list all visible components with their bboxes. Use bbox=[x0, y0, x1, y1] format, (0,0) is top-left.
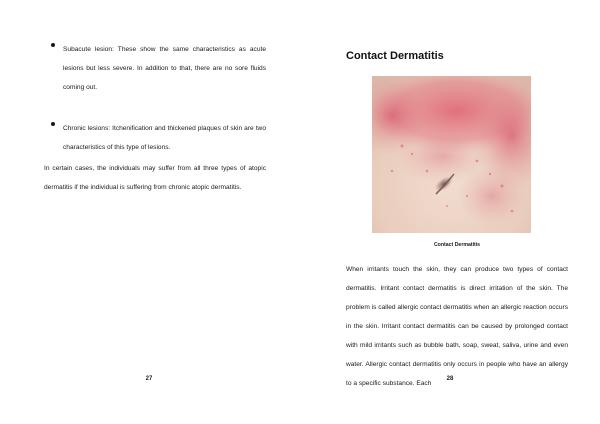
bullet-text-chronic: Chronic lesions: Itchenification and thickened plaques of skin are two characteristics of this type of lesions. bbox=[63, 125, 266, 151]
list-item bbox=[44, 119, 266, 157]
page-number-right: 28 bbox=[446, 376, 454, 382]
dermatitis-photo-graphic bbox=[372, 76, 531, 233]
right-page bbox=[300, 0, 600, 424]
left-body-paragraph: In certain cases, the individuals may suffer from all three types of atopic dermatitis if the individual is suffering from chronic atopic dermatitis. bbox=[44, 165, 266, 191]
section-heading: Contact Dermatitis bbox=[346, 50, 444, 62]
right-body-paragraph: When irritants touch the skin, they can produce two types of contact dermatitis. Irritant contact dermatitis is direct irritation of the skin. The problem is called allergic contact dermatitis when an allergic reaction occurs in the skin. Irritant contact dermatitis can be caused by prolonged contact with mild irritants such as bubble bath, soap, sweat, saliva, urine and even water. Allergic contact dermatitis only occurs in people who have an allergy to a specific substance. Each bbox=[346, 266, 568, 387]
bullet-text-subacute: Subacute lesion: These show the same characteristics as acute lesions but less severe. In addition to that, there are no sore fluids coming out. bbox=[63, 46, 266, 91]
bullet-icon bbox=[51, 43, 55, 47]
bullet-icon bbox=[51, 122, 55, 126]
list-item bbox=[44, 40, 266, 97]
page-number-left: 27 bbox=[145, 376, 153, 382]
image-caption: Contact Dermatitis bbox=[433, 242, 481, 248]
dermatitis-photo bbox=[372, 76, 531, 233]
